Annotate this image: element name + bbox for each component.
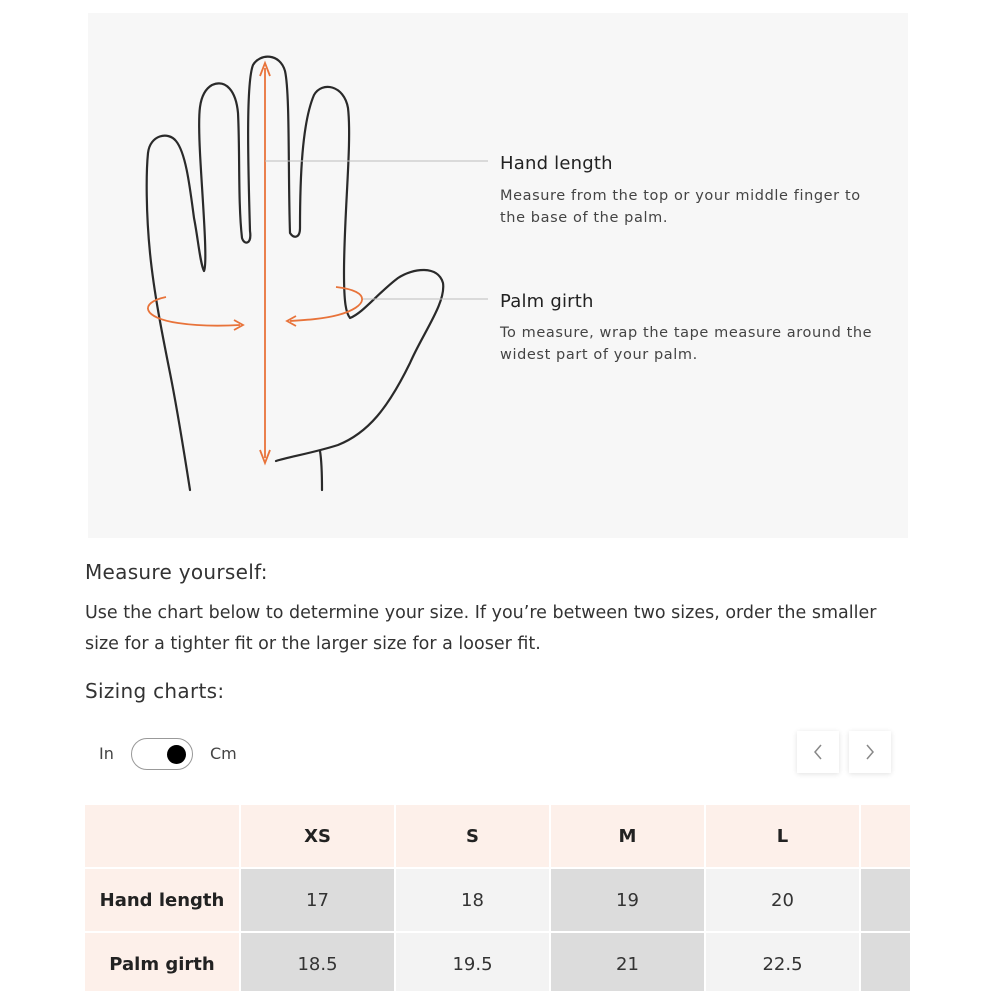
size-chart-table <box>85 805 910 991</box>
column-header-xs: XS <box>240 805 395 868</box>
hand-length-title: Hand length <box>500 153 613 174</box>
unit-label-cm[interactable]: Cm <box>210 744 237 763</box>
unit-label-in[interactable]: In <box>99 744 114 763</box>
row-label-palm-girth: Palm girth <box>85 932 240 991</box>
palm-girth-arrow-left <box>148 297 240 326</box>
palm-girth-title: Palm girth <box>500 291 594 312</box>
chevron-left-icon <box>811 742 825 762</box>
hand-length-description: Measure from the top or your middle finger to the base of the palm. <box>500 188 861 226</box>
hand-illustration-panel <box>88 13 908 538</box>
table-cell: 20 <box>705 868 860 932</box>
next-button[interactable] <box>849 731 891 773</box>
table-row <box>85 932 910 991</box>
table-cell: 18 <box>395 868 550 932</box>
table-corner-cell <box>85 805 240 868</box>
column-header-s: S <box>395 805 550 868</box>
measure-body: Use the chart below to determine your size. If you’re between two sizes, order the smaller size for a tighter fit or the larger size for a looser fit. <box>85 603 877 654</box>
table-cell: 19 <box>550 868 705 932</box>
column-header-m: M <box>550 805 705 868</box>
palm-girth-arrow-right <box>290 287 362 321</box>
table-cell: 21 <box>550 932 705 991</box>
toggle-knob <box>167 745 186 764</box>
column-header-l: L <box>705 805 860 868</box>
table-cell <box>860 932 910 991</box>
measure-heading: Measure yourself: <box>85 560 268 584</box>
unit-toggle[interactable] <box>131 738 193 770</box>
table-cell: 18.5 <box>240 932 395 991</box>
table-row <box>85 868 910 932</box>
table-header-row <box>85 805 910 868</box>
table-cell: 22.5 <box>705 932 860 991</box>
prev-button[interactable] <box>797 731 839 773</box>
row-label-hand-length: Hand length <box>85 868 240 932</box>
hand-outline <box>147 57 444 490</box>
table-cell <box>860 868 910 932</box>
chevron-right-icon <box>863 742 877 762</box>
table-cell: 17 <box>240 868 395 932</box>
sizing-heading: Sizing charts: <box>85 679 225 703</box>
column-header-next <box>860 805 910 868</box>
table-cell: 19.5 <box>395 932 550 991</box>
wrist-line <box>320 451 322 490</box>
hand-diagram <box>88 13 908 538</box>
palm-girth-description: To measure, wrap the tape measure around the widest part of your palm. <box>500 325 873 363</box>
